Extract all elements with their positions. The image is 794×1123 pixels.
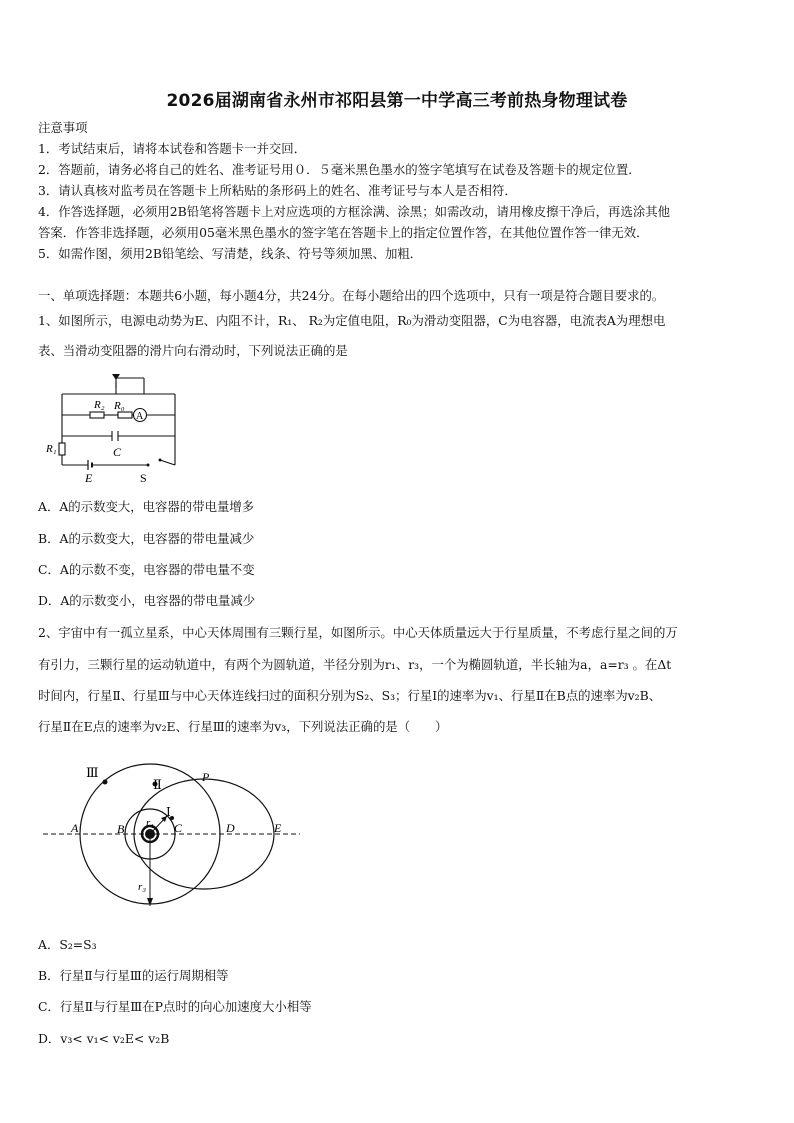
label-point-a: A — [71, 821, 79, 835]
option-b: B．A的示数变大，电容器的带电量减少 — [38, 531, 255, 546]
option-d: D．A的示数变小，电容器的带电量减少 — [38, 593, 256, 608]
option-a: A．S₂=S₃ — [38, 937, 97, 952]
label-point-c: C — [174, 821, 183, 835]
notice-item: 1．考试结束后，请将本试卷和答题卡一并交回． — [38, 141, 307, 156]
notice-item: 答案．作答非选择题，必须用05毫米黑色墨水的签字笔在答题卡上的指定位置作答，在其他位置作答一律无效． — [38, 225, 649, 240]
section-heading: 一、单项选择题：本题共6小题，每小题4分，共24分。在每小题给出的四个选项中，只有一项是符合题目要求的。 — [38, 288, 665, 303]
question-2-text: 行星Ⅱ在E点的速率为v₂E、行星Ⅲ的速率为v₃，下列说法正确的是（ ） — [38, 719, 448, 734]
page-title: 2026届湖南省永州市祁阳县第一中学高三考前热身物理试卷 — [166, 91, 628, 111]
label-r1: r₁ — [146, 817, 155, 829]
label-planet-1: Ⅰ — [166, 805, 171, 819]
label-r3: r₃ — [138, 881, 147, 893]
label-point-d: D — [226, 821, 235, 835]
option-d: D．v₃< v₁< v₂E< v₂B — [38, 1031, 170, 1046]
question-1-text: 1、如图所示，电源电动势为E、内阻不计，R₁、 R₂为定值电阻，R₀为滑动变阻器，C为电容器，电流表A为理想电 — [38, 313, 666, 328]
label-r2: R₂ — [94, 399, 105, 411]
label-emf: E — [85, 471, 93, 485]
label-capacitor: C — [113, 445, 122, 459]
question-1-text: 表、当滑动变阻器的滑片向右滑动时，下列说法正确的是 — [38, 343, 348, 358]
orbit-diagram — [38, 752, 308, 914]
label-point-b: B — [117, 822, 125, 836]
notice-item: 5．如需作图，须用2B铅笔绘、写清楚，线条、符号等须加黑、加粗． — [38, 246, 423, 261]
label-ammeter: A — [136, 411, 144, 422]
notice-item: 3．请认真核对监考员在答题卡上所粘贴的条形码上的姓名、准考证号与本人是否相符． — [38, 183, 517, 198]
question-2-text: 有引力，三颗行星的运动轨道中，有两个为圆轨道，半径分别为r₁、r₃，一个为椭圆轨道，半长轴为a，a=r₃ 。在Δt — [38, 657, 672, 672]
option-c: C．A的示数不变，电容器的带电量不变 — [38, 562, 255, 577]
label-planet-3: Ⅲ — [86, 765, 99, 780]
label-point-p: P — [202, 770, 210, 784]
label-switch: S — [140, 471, 147, 485]
label-planet-2: Ⅱ — [153, 777, 162, 792]
question-2-text: 时间内，行星Ⅱ、行星Ⅲ与中心天体连线扫过的面积分别为S₂、S₃；行星Ⅰ的速率为v₁、行星Ⅱ在B点的速率为v₂B、 — [38, 688, 662, 703]
circuit-diagram — [40, 370, 185, 488]
option-b: B．行星Ⅱ与行星Ⅲ的运行周期相等 — [38, 968, 229, 983]
label-r0: R₀ — [114, 400, 125, 412]
option-c: C．行星Ⅱ与行星Ⅲ在P点时的向心加速度大小相等 — [38, 999, 312, 1014]
notice-item: 2．答题前，请务必将自己的姓名、准考证号用０．５毫米黑色墨水的签字笔填写在试卷及答题卡的规定位置． — [38, 162, 641, 177]
notice-item: 4．作答选择题，必须用2B铅笔将答题卡上对应选项的方框涂满、涂黑；如需改动，请用橡皮擦干净后，再选涂其他 — [38, 204, 671, 219]
option-a: A．A的示数变大，电容器的带电量增多 — [38, 499, 255, 514]
question-2-text: 2、宇宙中有一孤立星系，中心天体周围有三颗行星，如图所示。中心天体质量远大于行星质量，不考虑行星之间的万 — [38, 625, 678, 640]
label-point-e: E — [274, 821, 282, 835]
label-r1: R₁ — [46, 443, 57, 455]
notice-heading: 注意事项 — [38, 120, 88, 135]
